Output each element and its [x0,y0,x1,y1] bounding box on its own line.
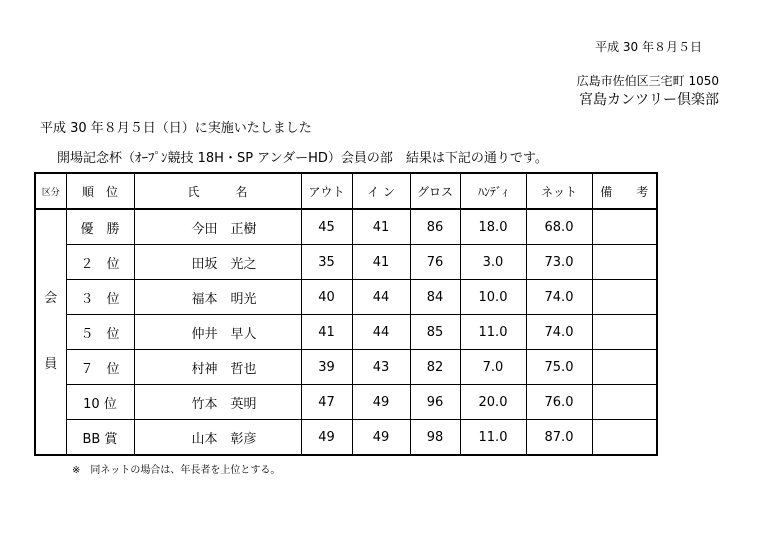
gross-score-cell: 84 [410,280,460,315]
remarks-cell [592,350,657,385]
col-header-name: 氏 名 [134,173,301,209]
gross-score-cell: 98 [410,420,460,456]
first-name: 正樹 [230,221,257,237]
net-score-cell: 87.0 [526,420,592,456]
name-cell [134,209,301,245]
last-name: 竹本 [191,396,218,412]
first-name: 彰彦 [230,431,257,447]
first-name: 哲也 [230,361,257,377]
first-name: 英明 [230,396,257,412]
out-score-cell: 47 [301,385,352,420]
name-cell [134,420,301,456]
table-row [35,209,657,245]
handicap-cell: 7.0 [460,350,526,385]
handicap-cell: 20.0 [460,385,526,420]
last-name: 田坂 [191,256,218,272]
col-header-rank: 順 位 [66,173,134,209]
handicap-cell: 10.0 [460,280,526,315]
table-row [35,420,657,456]
results-table [34,172,658,456]
document-date: 平成 30 年８月５日 [595,40,702,54]
gross-score-cell: 96 [410,385,460,420]
first-name: 明光 [230,291,257,307]
gross-score-cell: 85 [410,315,460,350]
in-score-cell: 49 [352,385,410,420]
in-score-cell: 41 [352,245,410,280]
gross-score-cell: 82 [410,350,460,385]
in-score-cell: 44 [352,280,410,315]
remarks-cell [592,209,657,245]
col-header-net: ネット [526,173,592,209]
remarks-cell [592,385,657,420]
name-cell [134,385,301,420]
rank-cell: ５ 位 [66,315,134,350]
in-score-cell: 43 [352,350,410,385]
col-header-category: 区分 [35,173,66,209]
remarks-cell [592,315,657,350]
subtitle-text: 開場記念杯（ｵｰﾌﾟﾝ競技 18H・SP アンダーHD）会員の部 結果は下記の通りです。 [57,151,548,166]
table-row [35,350,657,385]
last-name: 村神 [191,361,218,377]
club-address: 広島市佐伯区三宅町 1050 [576,74,719,88]
remarks-cell [592,245,657,280]
out-score-cell: 39 [301,350,352,385]
col-header-out: アウト [301,173,352,209]
rank-cell: 優 勝 [66,209,134,245]
in-score-cell: 41 [352,209,410,245]
category-char: 会 [44,291,58,306]
remarks-cell [592,280,657,315]
out-score-cell: 40 [301,280,352,315]
net-score-cell: 73.0 [526,245,592,280]
handicap-cell: 18.0 [460,209,526,245]
out-score-cell: 49 [301,420,352,456]
remarks-cell [592,420,657,456]
col-header-gross: グロス [410,173,460,209]
last-name: 仲井 [191,326,218,342]
col-header-handicap: ﾊﾝﾃﾞｨ [460,173,526,209]
table-row [35,245,657,280]
last-name: 山本 [191,431,218,447]
name-cell [134,245,301,280]
footnote: ※ 同ネットの場合は、年長者を上位とする。 [72,465,281,476]
rank-cell: ３ 位 [66,280,134,315]
intro-text: 平成 30 年８月５日（日）に実施いたしました [40,121,312,136]
first-name: 早人 [230,326,257,342]
out-score-cell: 45 [301,209,352,245]
name-cell [134,280,301,315]
table-row [35,385,657,420]
name-cell [134,350,301,385]
in-score-cell: 44 [352,315,410,350]
col-header-in: イ ン [352,173,410,209]
table-row [35,280,657,315]
last-name: 今田 [191,221,218,237]
net-score-cell: 68.0 [526,209,592,245]
category-char: 員 [44,357,58,372]
table-header-row [35,173,657,209]
out-score-cell: 35 [301,245,352,280]
club-name: 宮島カンツリー倶楽部 [579,92,719,108]
handicap-cell: 11.0 [460,315,526,350]
rank-cell: BB 賞 [66,420,134,456]
table-row [35,315,657,350]
rank-cell: 10 位 [66,385,134,420]
rank-cell: ２ 位 [66,245,134,280]
gross-score-cell: 76 [410,245,460,280]
net-score-cell: 74.0 [526,315,592,350]
category-cell [35,209,66,455]
net-score-cell: 76.0 [526,385,592,420]
rank-cell: ７ 位 [66,350,134,385]
net-score-cell: 75.0 [526,350,592,385]
first-name: 光之 [230,256,257,272]
col-header-remarks: 備 考 [592,173,657,209]
in-score-cell: 49 [352,420,410,456]
name-cell [134,315,301,350]
out-score-cell: 41 [301,315,352,350]
handicap-cell: 3.0 [460,245,526,280]
net-score-cell: 74.0 [526,280,592,315]
gross-score-cell: 86 [410,209,460,245]
handicap-cell: 11.0 [460,420,526,456]
last-name: 福本 [191,291,218,307]
